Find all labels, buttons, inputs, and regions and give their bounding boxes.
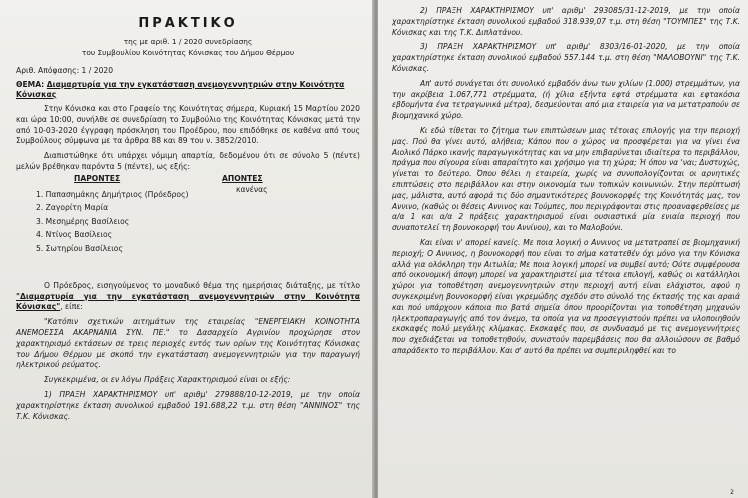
absent-header: ΑΠΟΝΤΕΣ bbox=[222, 173, 263, 183]
act-1-paragraph: 1) ΠΡΑΞΗ ΧΑΡΑΚΤΗΡΙΣΜΟΥ υπ' αριθμ' 279888/10-12-2019, με την οποία χαρακτηρίστηκε έκταση συνολικού εμβαδού 191.688,22 τ.μ. στη θέση "ΑΝΝΙΝΟΣ" της Τ.Κ. Κόνισκας. bbox=[16, 389, 360, 421]
present-header: ΠΑΡΟΝΤΕΣ bbox=[74, 173, 121, 183]
intro-end: , είπε: bbox=[60, 302, 83, 312]
list-item: 4. Ντίνος Βασίλειος bbox=[36, 230, 113, 240]
absent-value: κανένας bbox=[236, 184, 268, 194]
list-item: 1. Παπασημάκης Δημήτριος (Πρόεδρος) bbox=[36, 189, 189, 199]
intro-text: Ο Πρόεδρος, εισηγούμενος το μοναδικό θέμα της ημερήσιας διάταξης, με τίτλο bbox=[44, 280, 360, 290]
meeting-number: της με αριθ. 1 / 2020 συνεδρίασης bbox=[123, 37, 253, 46]
decision-number: Αριθ. Απόφασης: 1 / 2020 bbox=[16, 66, 114, 75]
question-paragraph: Κι εδώ τίθεται το ζήτημα των επιπτώσεων μιας τέτοιας επιλογής για την περιοχή μας. Πού θα γίνει αυτό, αλήθεια; Κάπου που ο χώρος να προσφέρεται για να γίνει ένα Αιολικό Πάρκο ικανής παραγωγικότητας και να μην επιβαρύνεται ιδιαίτερα το περιβάλλον, πράγμα που σίγουρα είναι απαραίτητο και χρήσιμο για τη χώρα; Ή όπου να 'ναι; Δυστυχώς, γίνεται το δεύτερο. Όπου θέλει η εταιρεία, χωρίς να συνυπολογίζονται οι αρνητικές επιπτώσεις στο περιβάλλον και στην οικονομία των τοπικών κοινωνιών. Στην περίπτωσή μας, μάλιστα, αυτό αφορά τις δύο σημαντικότερες βουνοκορφές της Κοινότητάς μας, τον Αννινο, (καθώς οι θέσεις Αννινος και Τούμπες, που περιγράφονται στις προαναφερθείσες με α/α 1 και α/α 2 πράξεις χαρακτηρισμού είναι ουσιαστικά μία ενιαία περιοχή που συναποτελεί τη βουνοκορφή του Αννίνου), και το Μαλοβούνι. bbox=[392, 125, 740, 233]
answer-paragraph: Και είναι ν' απορεί κανείς. Με ποια λογική ο Αννινος να μετατραπεί σε βιομηχανική περιοχή; Ο Αννινος, η βουνοκορφή που είναι το σήμα κατατεθέν όχι μόνο για την Κόνισκα αλλά για ολόκληρη την Αιτωλία; Με ποια λογική μπορεί να συμβεί αυτό; Ούτε συμφέρουσα από οικονομική άποψη μπορεί να χαρακτηριστεί μια τέτοια επιλογή, καθώς οι κατάλληλοι χώροι για τοποθέτηση ανεμογεννητριών στην περιοχή αυτή είναι ελάχιστοι, αφού η συγκεκριμένη βουνοκορφή είναι γκρεμώδης σχεδόν στο σύνολό της έκτασής της και αραιά και πού υπάρχουν κάποια πιο βατά σημεία όπου προορίζονται για τοποθέτηση μηχανών ηλεκτροπαραγωγής από τον άνεμο, τα οποία για να προσεγγιστούν πρέπει να υλοποιηθούν εκσκαφές πολύ μεγάλης κλίμακας. Εκσκαφές που, σε συνδυασμό με τις ανεμογεννήτριες που σχεδιάζεται να τοποθετηθούν, συνιστούν παρεμβάσεις που θα αλλοιώσουν σε βαθμό απαράδεκτο το περιβάλλον. Και σ' αυτό θα πρέπει να συμπεριληφθεί και το bbox=[392, 237, 740, 355]
attendance-block bbox=[16, 173, 360, 277]
present-list bbox=[36, 188, 188, 256]
total-area-paragraph: Απ' αυτό συνάγεται ότι συνολικό εμβαδόν άνω των χιλίων (1.000) στρεμμάτων, για την ακρίβεια 1.067,771 στρέμματα, (ή χίλια εξήντα εφτά στρέμματα και εφτακόσια εβδομήντα ένα τετραγωνικά μέτρα), δεσμεύονται από μια εταιρεία για να μετατραπούν σε βιομηχανικό χώρο. bbox=[392, 78, 740, 121]
page-number: 2 bbox=[730, 489, 734, 496]
intro-paragraph bbox=[16, 281, 360, 313]
subject-line bbox=[16, 80, 360, 100]
document-page-right bbox=[378, 0, 748, 498]
meeting-paragraph: Στην Κόνισκα και στο Γραφείο της Κοινότητας σήμερα, Κυριακή 15 Μαρτίου 2020 και ώρα 10:00, συνήλθε σε συνεδρίαση το Συμβούλιο της Κοινότητας Κόνισκας μετά την από 10-03-2020 έγγραφη πρόσκληση του Προέδρου, που επιδόθηκε σε καθένα από τους Συμβούλους σύμφωνα με τα άρθρα 88 και 89 του ν. 3852/2010. bbox=[16, 104, 360, 146]
act-2-paragraph: 2) ΠΡΑΞΗ ΧΑΡΑΚΤΗΡΙΣΜΟΥ υπ' αριθμ' 293085/31-12-2019, με την οποία χαρακτηρίστηκε έκταση συνολικού εμβαδού 318.939,07 τ.μ. στη θέση "ΤΟΥΜΠΕΣ" της Τ.Κ. Κόνισκας και της Τ.Κ. Διπλατάνου. bbox=[392, 6, 740, 37]
list-item: 3. Μεσημέρης Βασίλειος bbox=[36, 216, 130, 226]
document-title: ΠΡΑΚΤΙΚΟ bbox=[138, 16, 238, 31]
council-name: του Συμβουλίου Κοινότητας Κόνισκας του Δήμου Θέρμου bbox=[81, 47, 295, 57]
list-item: 5. Σωτηρίου Βασίλειος bbox=[36, 243, 123, 253]
subject-label: ΘΕΜΑ: bbox=[16, 80, 45, 89]
quorum-paragraph: Διαπιστώθηκε ότι υπάρχει νόμιμη απαρτία, δεδομένου ότι σε σύνολο 5 (πέντε) μελών βρέθηκαν παρόντα 5 (πέντε), ως εξής: bbox=[16, 151, 360, 171]
list-item: 2. Ζαγορίτη Μαρία bbox=[36, 203, 109, 213]
subject-text: Διαμαρτυρία για την εγκατάσταση ανεμογεννητριών στην Κοινότητα Κόνισκας bbox=[16, 80, 345, 99]
intro-title: "Διαμαρτυρία για την εγκατάσταση ανεμογεννητριών στην Κοινότητα Κόνισκας" bbox=[16, 291, 360, 312]
act-3-paragraph: 3) ΠΡΑΞΗ ΧΑΡΑΚΤΗΡΙΣΜΟΥ υπ' αριθμ' 8303/16-01-2020, με την οποία χαρακτηρίστηκε έκταση συνολικού εμβαδού 557.144 τ.μ. στη θέση "ΜΑΛΟΒΟΥΝΙ" της Τ.Κ. Κόνισκας. bbox=[392, 42, 740, 73]
acts-intro-paragraph: Συγκεκριμένα, οι εν λόγω Πράξεις Χαρακτηρισμού είναι οι εξής: bbox=[44, 375, 291, 385]
quote-paragraph: "Κατόπιν σχετικών αιτημάτων της εταιρείας "ΕΝΕΡΓΕΙΑΚΗ ΚΟΙΝΟΤΗΤΑ ΑΝΕΜΟΕΣΣΑ ΑΚΑΡΝΑΝΙΑ ΣΥΝ. ΠΕ." το Δασαρχείο Αγρινίου προχώρησε στον χαρακτηρισμό εκτάσεων σε τρεις περιοχές εντός των ορίων της Κοινότητας Κόνισκας του Δήμου Θέρμου με σκοπό την εγκατάσταση ανεμογεννητριών για την παραγωγή ηλεκτρικού ρεύματος. bbox=[16, 317, 360, 370]
